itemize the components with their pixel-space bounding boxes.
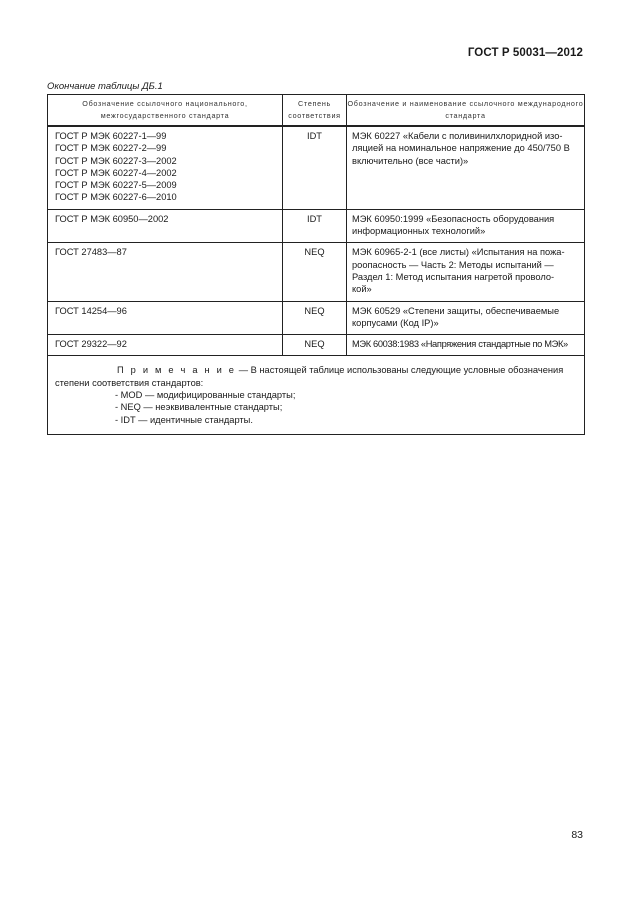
- note-text: — В настоящей таблице использованы следующие условные обозначения степени соответствия стандартов:: [55, 365, 564, 388]
- page-number: 83: [571, 829, 583, 841]
- note-item: - NEQ — неэквивалентные стандарты;: [115, 402, 283, 413]
- national-standard: ГОСТ 14254—96: [55, 305, 127, 316]
- international-standard-line: Раздел 1: Метод испытания нагретой проволо-: [352, 271, 555, 282]
- national-standard: ГОСТ Р МЭК 60950—2002: [55, 213, 169, 224]
- national-standard-cell: [48, 126, 283, 209]
- international-standard-line: информационных технологий»: [352, 226, 486, 237]
- international-standard-line: МЭК 60965-2-1 (все листы) «Испытания на пожа-: [352, 247, 565, 258]
- table-row: [48, 209, 585, 243]
- international-standard-cell: [347, 335, 585, 356]
- international-standard-line: роопасность — Часть 2: Методы испытаний —: [352, 259, 554, 270]
- table-row: [48, 301, 585, 335]
- national-standard: ГОСТ Р МЭК 60227-3—2002: [55, 155, 177, 166]
- national-standard-cell: [48, 335, 283, 356]
- header-degree-of-conformity: Степень соответствия: [283, 95, 347, 127]
- table-note: [48, 356, 585, 434]
- national-standard-cell: [48, 243, 283, 301]
- reference-standards-table: [47, 94, 585, 435]
- table-header-row: [48, 95, 585, 127]
- international-standard-cell: [347, 243, 585, 301]
- table-row: [48, 243, 585, 301]
- international-standard-line: МЭК 60038:1983 «Напряжения стандартные по МЭК»: [352, 339, 568, 350]
- table-note-row: [48, 356, 585, 434]
- degree-cell: IDT: [283, 209, 347, 243]
- note-paragraph: [55, 364, 578, 389]
- national-standard: ГОСТ Р МЭК 60227-1—99: [55, 131, 167, 141]
- national-standard-cell: [48, 209, 283, 243]
- international-standard-line: МЭК 60227 «Кабели с поливинилхлоридной изо-: [352, 131, 563, 141]
- table-row: [48, 335, 585, 356]
- international-standard-line: включительно (все части)»: [352, 155, 469, 166]
- degree-cell: NEQ: [283, 301, 347, 335]
- international-standard-line: кой»: [352, 284, 372, 295]
- international-standard-line: МЭК 60950:1999 «Безопасность оборудования: [352, 213, 555, 224]
- national-standard: ГОСТ 27483—87: [55, 247, 127, 258]
- table-row: [48, 126, 585, 209]
- note-item: - MOD — модифицированные стандарты;: [115, 390, 296, 401]
- national-standard: ГОСТ Р МЭК 60227-4—2002: [55, 167, 177, 178]
- header-national-standard: Обозначение ссылочного национального, межгосударственного стандарта: [48, 95, 283, 127]
- national-standard: ГОСТ 29322—92: [55, 339, 127, 350]
- degree-cell: NEQ: [283, 243, 347, 301]
- international-standard-cell: [347, 209, 585, 243]
- header-international-standard: Обозначение и наименование ссылочного международного стандарта: [347, 95, 585, 127]
- international-standard-cell: [347, 301, 585, 335]
- international-standard-cell: [347, 126, 585, 209]
- note-item: - IDT — идентичные стандарты.: [115, 414, 253, 425]
- degree-cell: NEQ: [283, 335, 347, 356]
- table-caption: Окончание таблицы ДБ.1: [47, 81, 163, 92]
- document-number-header: ГОСТ Р 50031—2012: [467, 47, 583, 59]
- national-standard: ГОСТ Р МЭК 60227-2—99: [55, 143, 167, 154]
- international-standard-line: МЭК 60529 «Степени защиты, обеспечиваемые: [352, 305, 560, 316]
- national-standard: ГОСТ Р МЭК 60227-6—2010: [55, 192, 177, 203]
- national-standard: ГОСТ Р МЭК 60227-5—2009: [55, 180, 177, 191]
- national-standard-cell: [48, 301, 283, 335]
- international-standard-line: ляцией на номинальное напряжение до 450/750 В: [352, 143, 570, 154]
- international-standard-line: корпусами (Код IP)»: [352, 317, 439, 328]
- degree-cell: IDT: [283, 126, 347, 209]
- note-label: П р и м е ч а н и е: [117, 365, 237, 376]
